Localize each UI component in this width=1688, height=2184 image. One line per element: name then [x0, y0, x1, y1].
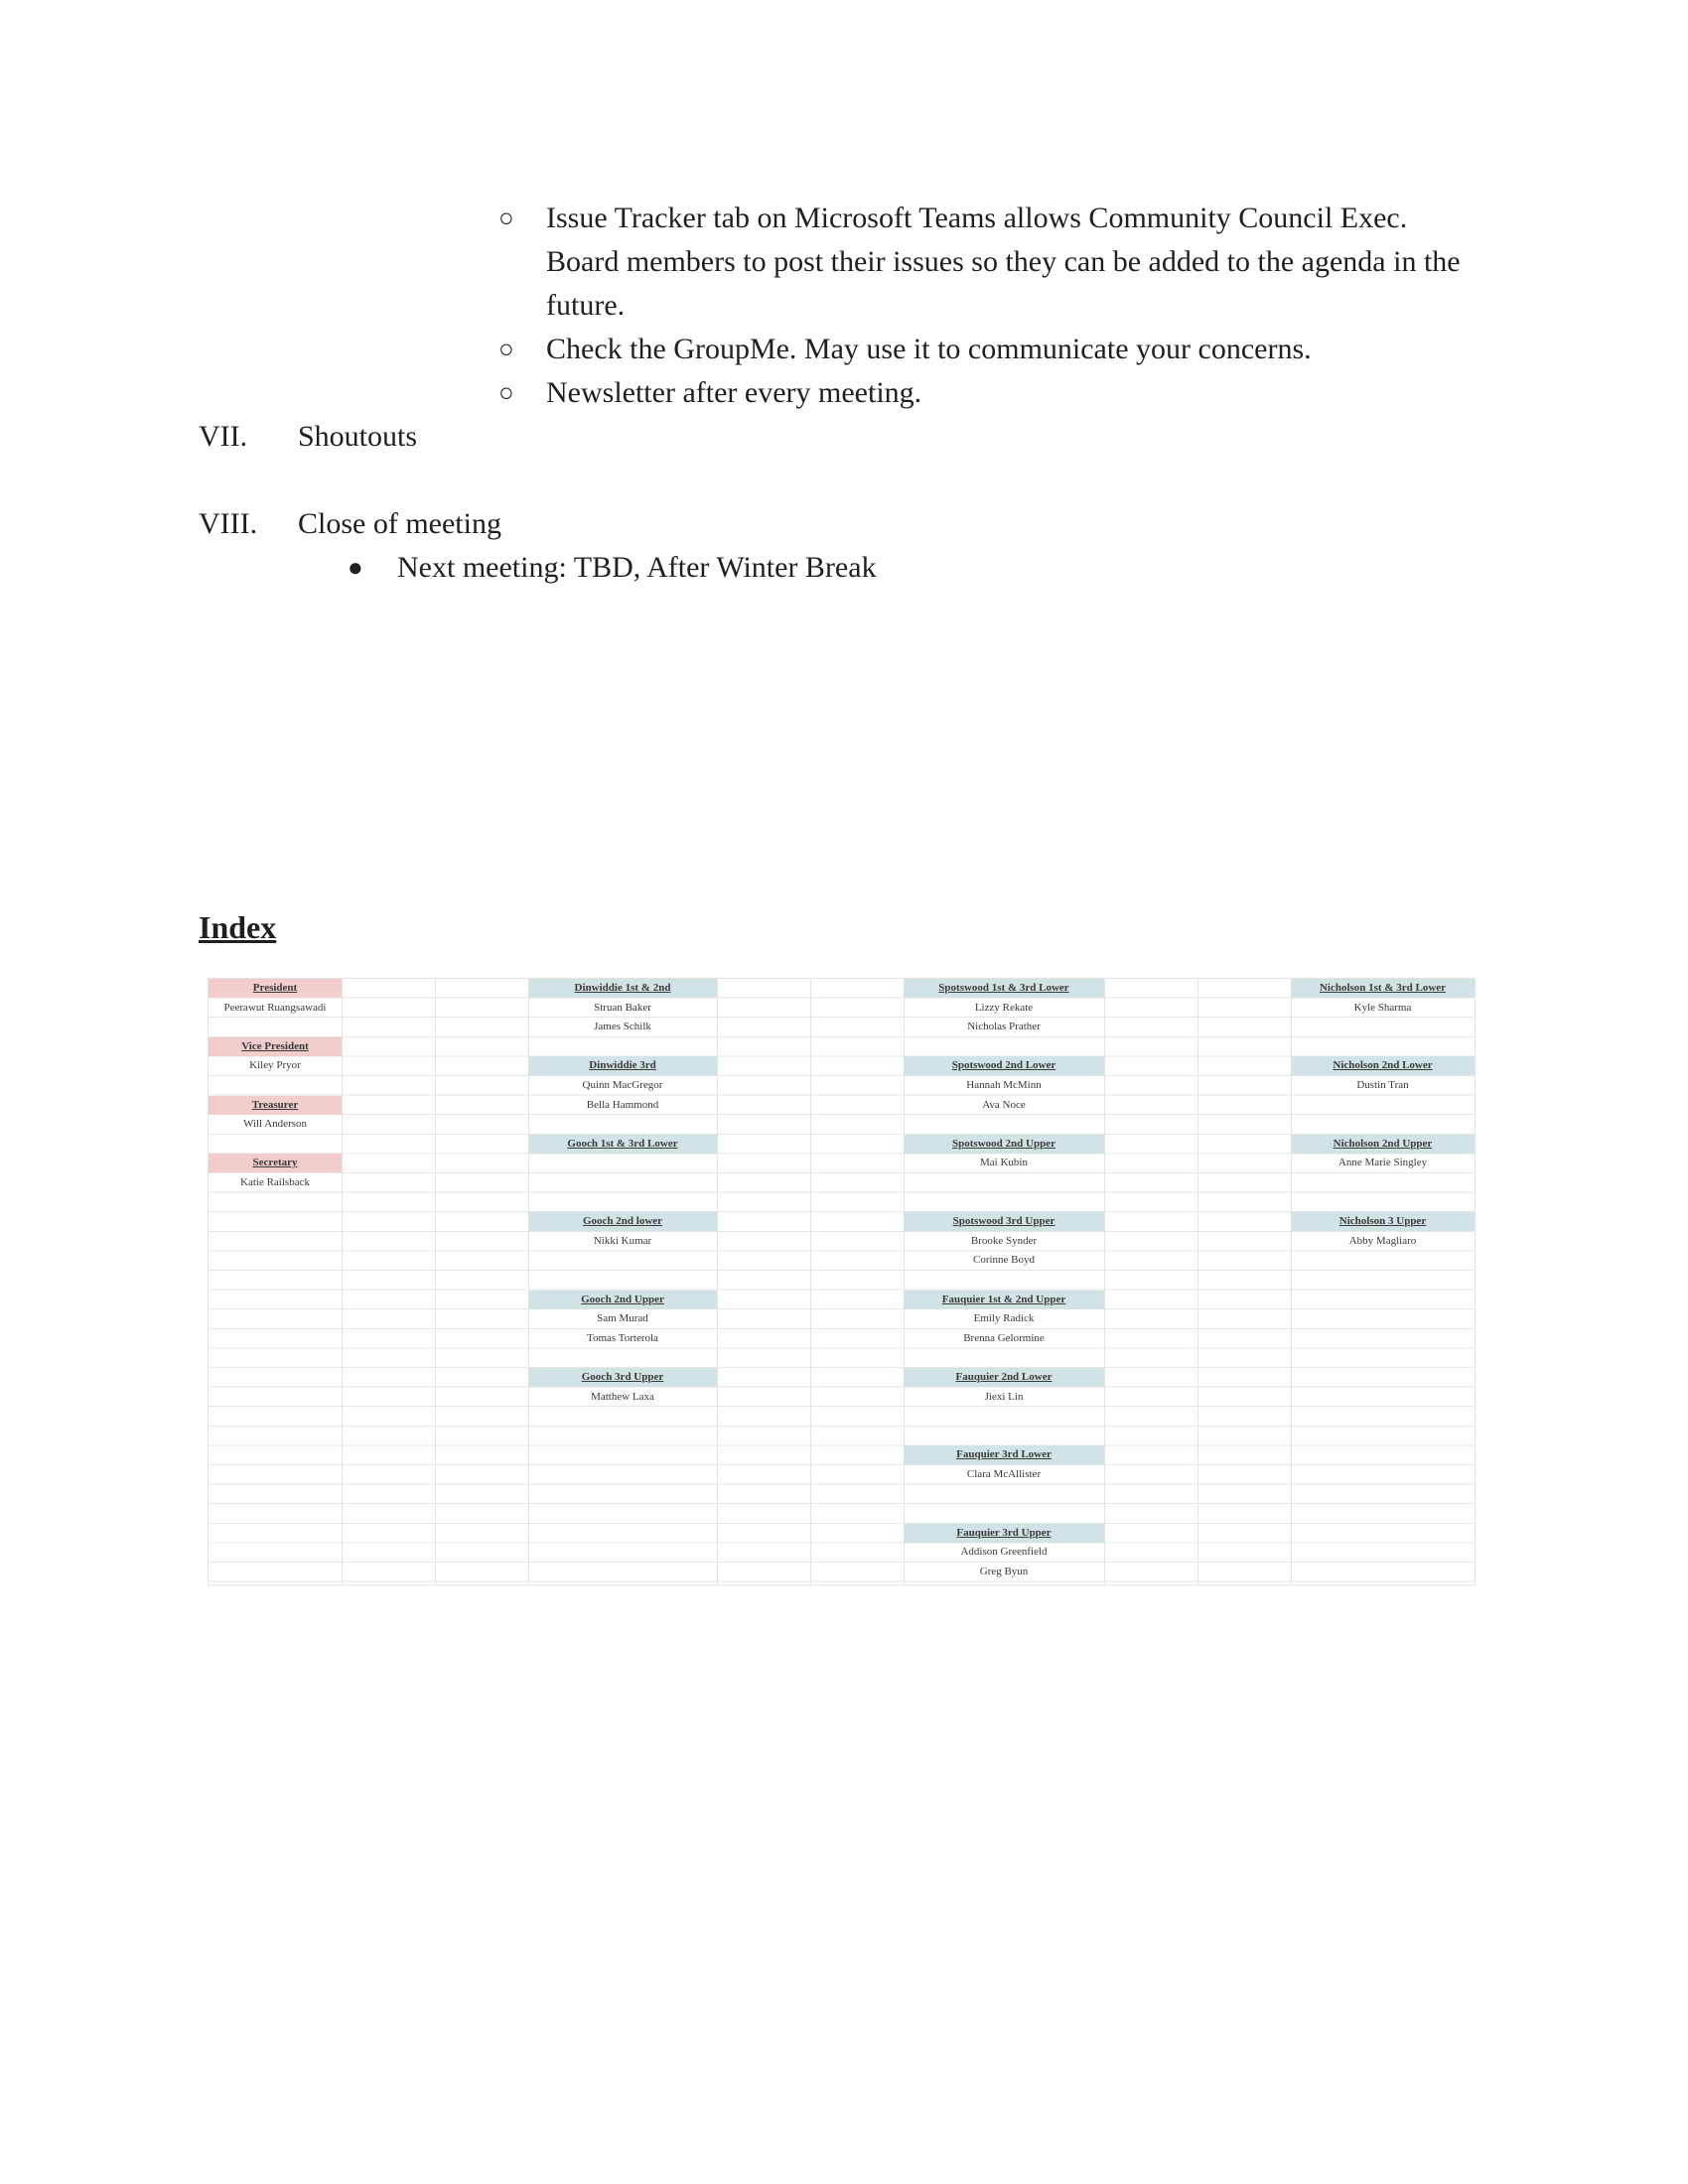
officer-name: Katie Railsback: [240, 1176, 310, 1188]
dinwiddie-gooch-hall-header: Dinwiddie 1st & 2nd: [528, 979, 717, 998]
dinwiddie-gooch-hall-header: Gooch 1st & 3rd Lower: [528, 1135, 717, 1154]
grid-line: [435, 979, 436, 1584]
hollow-bullet-icon: ○: [498, 378, 514, 407]
spotswood-fauquier-rep-name: Brooke Synder: [970, 1234, 1038, 1247]
officer-role: Vice President: [209, 1037, 342, 1056]
grid-line: [717, 979, 718, 1584]
grid-line: [1197, 979, 1198, 1584]
spotswood-fauquier-rep-name: Lizzy Rekate: [974, 1001, 1034, 1014]
nicholson-hall-header: Nicholson 2nd Lower: [1291, 1056, 1475, 1075]
sub-bullet-text: Check the GroupMe. May use it to communicate your concerns.: [546, 333, 1312, 365]
nicholson-rep-name: Anne Marie Singley: [1337, 1157, 1428, 1169]
spotswood-fauquier-rep-name: Jiexi Lin: [984, 1390, 1024, 1403]
officer-role: Treasurer: [209, 1096, 342, 1115]
dinwiddie-gooch-rep-name: James Schilk: [594, 1021, 651, 1033]
spotswood-fauquier-hall-header: Spotswood 2nd Lower: [904, 1056, 1104, 1075]
spotswood-fauquier-rep-name: Ava Noce: [982, 1098, 1026, 1111]
sub-bullet-text: Newsletter after every meeting.: [546, 376, 922, 409]
index-heading: Index: [199, 909, 277, 945]
nicholson-hall-header: Nicholson 3 Upper: [1291, 1212, 1475, 1231]
officer-name: Kiley Pryor: [249, 1059, 301, 1072]
dinwiddie-gooch-hall-header: Dinwiddie 3rd: [528, 1056, 717, 1075]
spotswood-fauquier-hall-header: Spotswood 1st & 3rd Lower: [904, 979, 1104, 998]
section-numeral: VII.: [199, 420, 248, 453]
spotswood-fauquier-rep-name: Emily Radick: [973, 1312, 1035, 1325]
spotswood-fauquier-hall-header: Fauquier 3rd Upper: [904, 1524, 1104, 1543]
section-numeral: VIII.: [199, 507, 258, 540]
grid-line: [342, 979, 343, 1584]
dinwiddie-gooch-rep-name: Tomas Torterola: [587, 1331, 658, 1344]
dinwiddie-gooch-rep-name: Quinn MacGregor: [582, 1079, 663, 1091]
grid-line: [810, 979, 811, 1584]
section-title: Close of meeting: [298, 507, 501, 540]
spotswood-fauquier-hall-header: Spotswood 3rd Upper: [904, 1212, 1104, 1231]
dinwiddie-gooch-rep-name: Matthew Laxa: [591, 1390, 654, 1403]
spotswood-fauquier-rep-name: Nicholas Prather: [967, 1021, 1041, 1033]
officer-name: Peerawut Ruangsawadi: [223, 1001, 327, 1014]
dinwiddie-gooch-hall-header: Gooch 3rd Upper: [528, 1368, 717, 1387]
dinwiddie-gooch-rep-name: Sam Murad: [597, 1312, 648, 1325]
spotswood-fauquier-hall-header: Spotswood 2nd Upper: [904, 1135, 1104, 1154]
nicholson-rep-name: Kyle Sharma: [1353, 1001, 1412, 1014]
bullet-text: Next meeting: TBD, After Winter Break: [397, 551, 877, 584]
dinwiddie-gooch-hall-header: Gooch 2nd lower: [528, 1212, 717, 1231]
officer-role: President: [209, 979, 342, 998]
hollow-bullet-icon: ○: [498, 335, 514, 363]
spotswood-fauquier-rep-name: Hannah McMinn: [966, 1079, 1042, 1091]
spotswood-fauquier-hall-header: Fauquier 2nd Lower: [904, 1368, 1104, 1387]
dinwiddie-gooch-rep-name: Struan Baker: [594, 1001, 651, 1014]
sub-bullet-text: Issue Tracker tab on Microsoft Teams allows Community Council Exec. Board members to post their issues so they can be added to the agenda in the future.: [546, 202, 1461, 322]
dinwiddie-gooch-hall-header: Gooch 2nd Upper: [528, 1291, 717, 1309]
officer-role: Secretary: [209, 1154, 342, 1172]
index-spreadsheet: [208, 978, 1476, 1585]
hollow-bullet-icon: ○: [498, 204, 514, 232]
spotswood-fauquier-rep-name: Addison Greenfield: [960, 1546, 1048, 1559]
section-title: Shoutouts: [298, 420, 418, 453]
nicholson-rep-name: Abby Magliaro: [1348, 1234, 1417, 1247]
spotswood-fauquier-rep-name: Mai Kubin: [980, 1157, 1028, 1169]
spotswood-fauquier-hall-header: Fauquier 3rd Lower: [904, 1445, 1104, 1464]
nicholson-hall-header: Nicholson 2nd Upper: [1291, 1135, 1475, 1154]
dinwiddie-gooch-rep-name: Bella Hammond: [586, 1098, 659, 1111]
dinwiddie-gooch-rep-name: Nikki Kumar: [593, 1234, 652, 1247]
filled-bullet-icon: ●: [348, 553, 363, 582]
spotswood-fauquier-hall-header: Fauquier 1st & 2nd Upper: [904, 1291, 1104, 1309]
spotswood-fauquier-rep-name: Clara McAllister: [966, 1468, 1042, 1480]
spotswood-fauquier-rep-name: Corinne Boyd: [972, 1254, 1036, 1267]
spotswood-fauquier-rep-name: Brenna Gelormine: [963, 1331, 1045, 1344]
nicholson-hall-header: Nicholson 1st & 3rd Lower: [1291, 979, 1475, 998]
grid-line: [1104, 979, 1105, 1584]
nicholson-rep-name: Dustin Tran: [1356, 1079, 1409, 1091]
spotswood-fauquier-rep-name: Greg Byun: [979, 1566, 1029, 1577]
officer-name: Will Anderson: [242, 1118, 308, 1131]
